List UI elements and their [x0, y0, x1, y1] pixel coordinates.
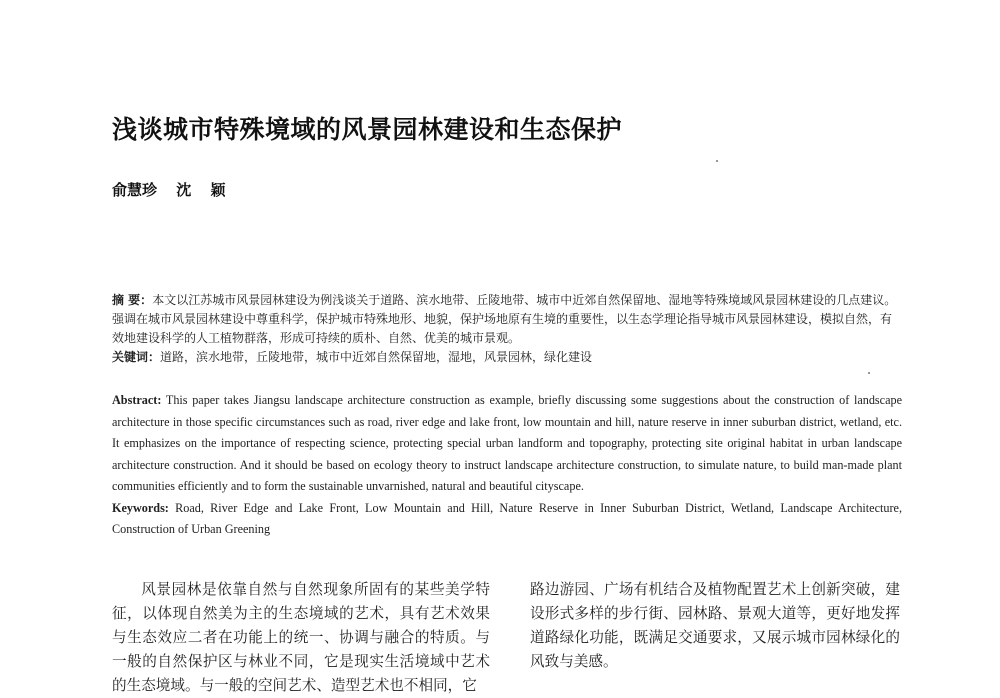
chinese-abstract-block [112, 291, 902, 367]
chinese-abstract [112, 291, 902, 348]
chinese-abstract-text: 本文以江苏城市风景园林建设为例浅谈关于道路、滨水地带、丘陵地带、城市中近郊自然保留地、湿地等特殊境域风景园林建设的几点建议。强调在城市风景园林建设中尊重科学，保护城市特殊地形、地貌，保护场地原有生境的重要性，以生态学理论指导城市风景园林建设，模拟自然，有效地建设科学的人工植物群落，形成可持续的质朴、自然、优美的城市景观。 [112, 293, 897, 345]
chinese-abstract-label: 摘 要： [112, 293, 153, 307]
english-keywords [112, 498, 902, 541]
scan-speck [716, 160, 718, 162]
scan-speck [868, 372, 870, 374]
paper-title: 浅谈城市特殊境域的风景园林建设和生态保护 [112, 115, 623, 144]
english-abstract-block [112, 390, 902, 541]
english-abstract-text: This paper takes Jiangsu landscape architecture construction as example, briefly discussing some suggestions about the construction of landscape architecture in those specific circumstances such as road, river edge and lake front, low mountain and hill, nature reserve in inner suburban district, wetland, etc. It emphasizes on the importance of respecting science, protecting special urban landform and topography, protecting site original habitat in urban landscape architecture construction. And it should be based on ecology theory to instruct landscape architecture construction, to simulate nature, to build man-made plant communities efficiently and to form the sustainable unvarnished, natural and beautiful cityscape. [112, 393, 903, 493]
chinese-keywords-label: 关键词： [112, 350, 161, 364]
chinese-keywords-text: 道路，滨水地带，丘陵地带，城市中近郊自然保留地，湿地，风景园林，绿化建设 [160, 350, 593, 364]
english-keywords-label: Keywords: [112, 500, 169, 515]
body-column-right: 路边游园、广场有机结合及植物配置艺术上创新突破，建设形式多样的步行街、园林路、景观大道等，更好地发挥道路绿化功能，既满足交通要求，又展示城市园林绿化的风致与美感。 [530, 581, 900, 670]
english-abstract-label: Abstract: [112, 393, 162, 407]
body-column-left: 风景园林是依靠自然与自然现象所固有的某些美学特征，以体现自然美为主的生态境域的艺术，具有艺术效果与生态效应二者在功能上的统一、协调与融合的特质。与一般的自然保护区与林业不同，它是现实生活境域中艺术的生态境域。与一般的空间艺术、造型艺术也不相同，它 [112, 581, 490, 694]
chinese-keywords [112, 348, 902, 367]
english-keywords-text: Road, River Edge and Lake Front, Low Mountain and Hill, Nature Reserve in Inner Suburban District, Wetland, Landscape Architecture, Construction of Urban Greening [112, 500, 902, 536]
english-abstract [112, 390, 902, 498]
paper-authors: 俞慧珍 沈 颖 [112, 181, 226, 199]
